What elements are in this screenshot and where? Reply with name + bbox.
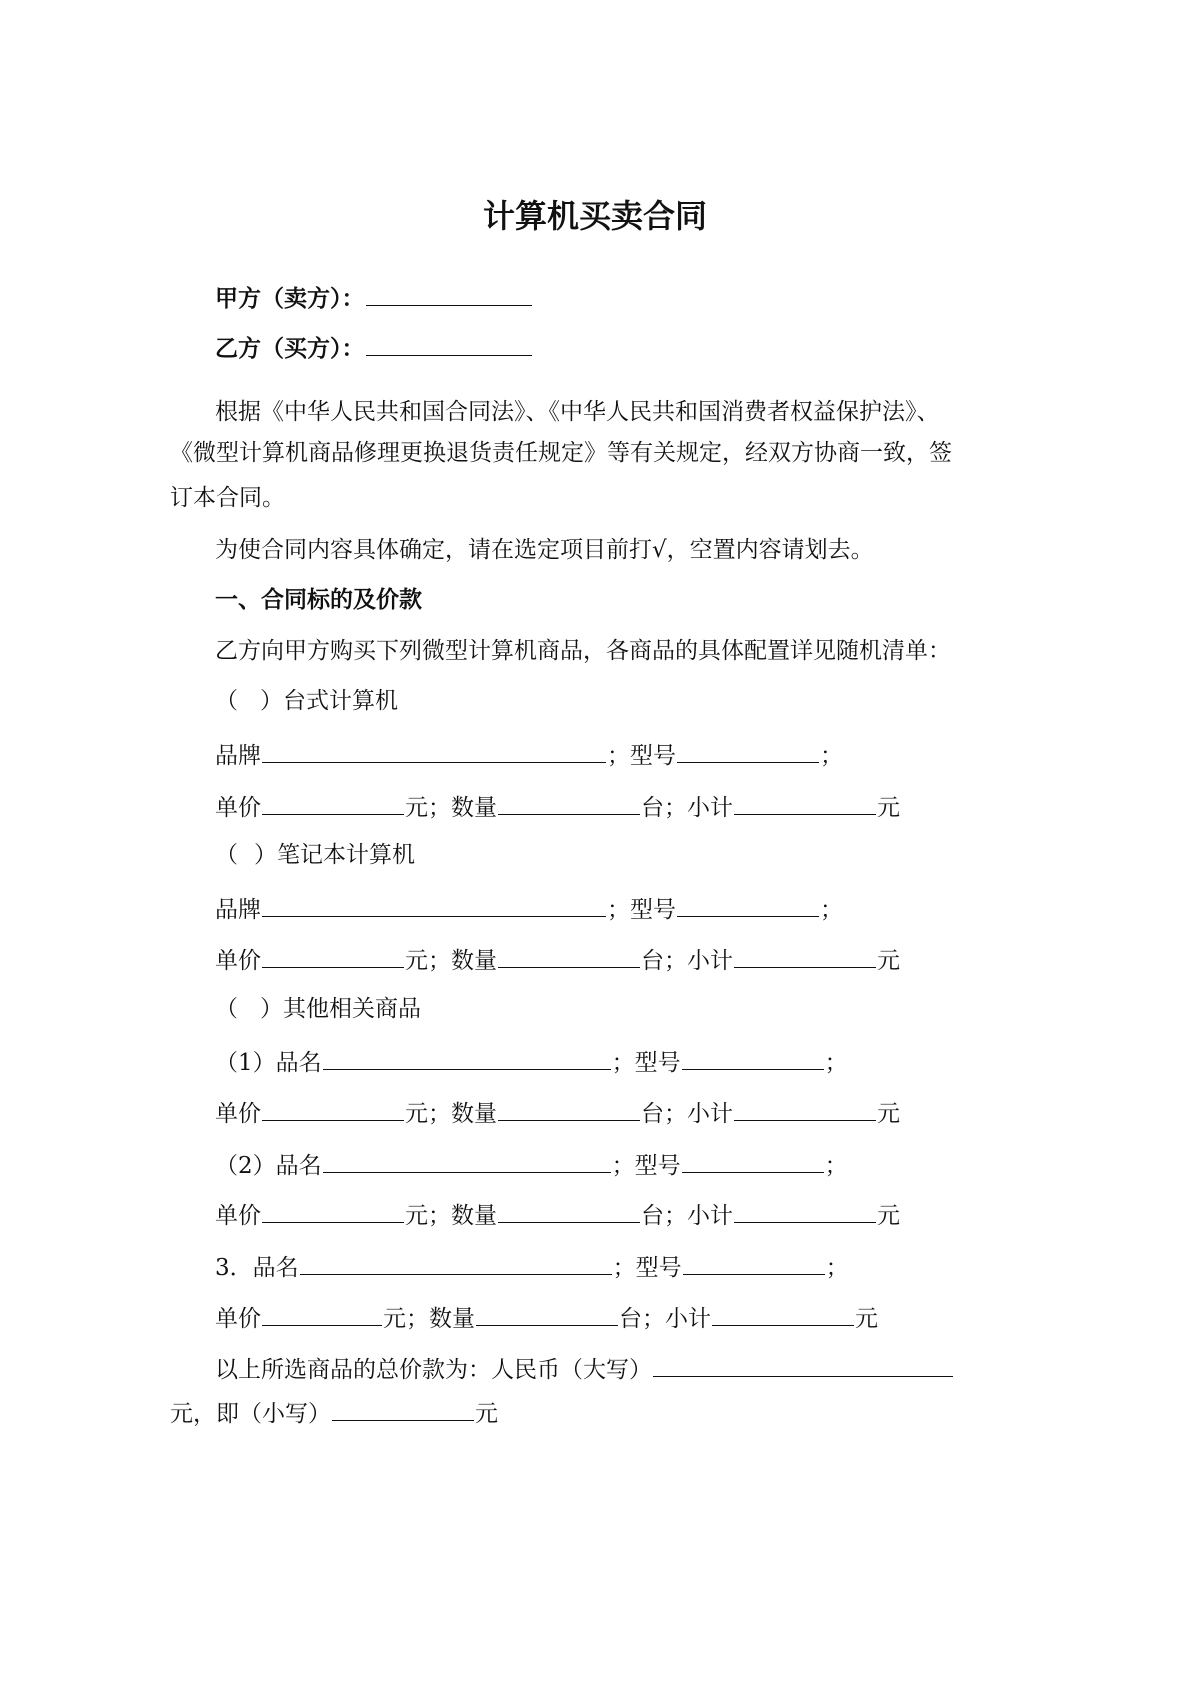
laptop-brand-line: 品牌 ；型号 ；: [215, 892, 843, 925]
other-2-name-blank[interactable]: [323, 1148, 611, 1173]
other-3-name-line: 3．品名 ；型号 ；: [215, 1250, 849, 1283]
other-1-price-blank[interactable]: [262, 1096, 404, 1121]
other-3-qty-blank[interactable]: [476, 1301, 618, 1326]
laptop-option: [215, 840, 415, 870]
laptop-label: 笔记本计算机: [277, 842, 415, 868]
other-checkbox[interactable]: （ ）: [215, 996, 283, 1022]
other-2-model-blank[interactable]: [682, 1148, 824, 1173]
total-line-1: [215, 1352, 954, 1385]
total-line-2: 元，即（小写） 元: [170, 1396, 498, 1429]
buyer-name-blank[interactable]: [366, 331, 532, 356]
desktop-checkbox[interactable]: （ ）: [215, 688, 283, 714]
desktop-brand-blank[interactable]: [262, 738, 606, 763]
desktop-brand-line: 品牌 ；型号 ；: [215, 738, 843, 771]
laptop-model-blank[interactable]: [677, 892, 819, 917]
other-2-price-blank[interactable]: [262, 1198, 404, 1223]
laptop-brand-blank[interactable]: [262, 892, 606, 917]
laptop-checkbox[interactable]: （ ）: [215, 842, 277, 868]
other-1-qty-blank[interactable]: [498, 1096, 640, 1121]
other-3-price-line: 单价 元；数量 台；小计 元: [215, 1301, 878, 1334]
seller-line: [215, 281, 533, 314]
other-1-model-blank[interactable]: [682, 1045, 824, 1070]
other-1-name-line: （1）品名 ；型号 ；: [215, 1045, 848, 1078]
desktop-model-blank[interactable]: [677, 738, 819, 763]
other-2-name-line: （2）品名 ；型号 ；: [215, 1148, 848, 1181]
laptop-qty-blank[interactable]: [498, 943, 640, 968]
desktop-qty-blank[interactable]: [498, 790, 640, 815]
desktop-price-line: 单价 元；数量 台；小计 元: [215, 790, 900, 823]
other-2-qty-blank[interactable]: [498, 1198, 640, 1223]
laptop-price-line: 单价 元；数量 台；小计 元: [215, 943, 900, 976]
laptop-subtotal-blank[interactable]: [734, 943, 876, 968]
other-1-price-line: 单价 元；数量 台；小计 元: [215, 1096, 900, 1129]
total-lowercase-blank[interactable]: [332, 1396, 474, 1421]
other-2-subtotal-blank[interactable]: [734, 1198, 876, 1223]
other-option: [215, 994, 421, 1024]
buyer-label: 乙方（买方）：: [215, 336, 365, 362]
other-3-name-blank[interactable]: [300, 1250, 612, 1275]
laptop-price-blank[interactable]: [262, 943, 404, 968]
other-1-name-blank[interactable]: [323, 1045, 611, 1070]
section-heading: 一、合同标的及价款: [215, 587, 422, 613]
other-3-model-blank[interactable]: [683, 1250, 825, 1275]
intro-line-2: 《微型计算机商品修理更换退货责任规定》等有关规定，经双方协商一致，签: [170, 440, 952, 466]
seller-label: 甲方（卖方）：: [215, 286, 365, 312]
desktop-option: [215, 686, 398, 716]
desktop-label: 台式计算机: [283, 688, 398, 714]
intro-line-3: 订本合同。: [170, 485, 285, 511]
total-label: 以上所选商品的总价款为：人民币（大写）: [215, 1357, 652, 1383]
desktop-price-blank[interactable]: [262, 790, 404, 815]
other-label: 其他相关商品: [283, 996, 421, 1022]
other-3-price-blank[interactable]: [262, 1301, 382, 1326]
desktop-subtotal-blank[interactable]: [734, 790, 876, 815]
other-1-subtotal-blank[interactable]: [734, 1096, 876, 1121]
other-3-subtotal-blank[interactable]: [712, 1301, 854, 1326]
buyer-line: [215, 331, 533, 364]
seller-name-blank[interactable]: [366, 281, 532, 306]
document-title: 计算机买卖合同: [482, 197, 707, 235]
total-uppercase-blank[interactable]: [653, 1352, 953, 1377]
instruction-text: 为使合同内容具体确定，请在选定项目前打√，空置内容请划去。: [215, 537, 874, 563]
section-lead: 乙方向甲方购买下列微型计算机商品，各商品的具体配置详见随机清单：: [215, 638, 951, 664]
intro-line-1: 根据《中华人民共和国合同法》、《中华人民共和国消费者权益保护法》、: [215, 399, 940, 425]
other-2-price-line: 单价 元；数量 台；小计 元: [215, 1198, 900, 1231]
